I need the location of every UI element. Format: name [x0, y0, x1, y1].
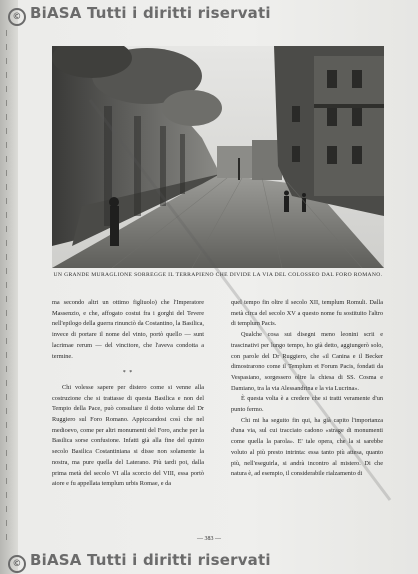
- page-binding-shadow: [0, 0, 18, 574]
- right-paragraph-4: Chi mi ha seguito fin qui, ha già capito l'importanza d'una via, sul cui tracciato cadono «strage di monumenti come quella la parola». E' tale opera, che la si sarebbe voluto al più presto intrinta: essa tanto più attesa, quanto più, nell'eseguirla, si andrà incontro al mistero. Di che natura è, ad esempio, il considerabile rialzamento di: [231, 416, 383, 478]
- left-paragraph-1: ma secondo altri un ottimo figliuolo) che l'Imperatore Massenzio, e che, affogato costui fra i gorghi del Tevere nell'epilogo della guerra rinunciò da Costantino, la Basilica, invece di portare il nome del vinto, portò quello — sunt lacrimae rerum — del vincitore, che l'aveva condotta a termine.: [52, 299, 204, 360]
- page-number: — 383 —: [197, 536, 221, 542]
- watermark-top: [8, 4, 271, 26]
- text-column-right: [231, 298, 383, 480]
- text-column-left: [52, 298, 204, 490]
- left-paragraph-2: Chi volesse sapere per distero come si venne alla costruzione che si trattasse di questa Basilica e non del Tempio della Pace, può consultare il dotto volume del Dr Ruggiero sul Foro Romano. Appiccandosi così che nel medioevo, come per altri monumenti del Foro, anche per la Basilica sorse confusione. Infatti già alla fine del quinto secolo Basilica Costantiniana si disse non solamente la nostra, ma pure quella del Laterano. Più tardi poi, dalla prima metà del secolo VI alla scorcio del VIII, essa portò aiore e fu appellata templum urbis Romae, e da: [52, 383, 204, 488]
- watermark-bottom-text: BiASA Tutti i diritti riservati: [30, 551, 271, 569]
- right-paragraph-2: Qualche cosa sui disegni meno leonini scrii e trascinativi per lungo tempo, ho già detto, aggiungerò solo, con parole del Dr Ruggiero, che «il Canina e il Becker dimostrarono come il Templum et Forum Pacis, fondati da Vespasiano, sorgessero oltre la chiesa di SS. Cosma e Damiano, tra la via Alessandrina e la via Lucrina».: [231, 331, 383, 392]
- street-photograph: [52, 46, 384, 268]
- photograph-illustration: [52, 46, 384, 268]
- copyright-mark-icon: ©: [8, 8, 26, 26]
- copyright-mark-icon: ©: [8, 555, 26, 573]
- photo-caption: UN GRANDE MURAGLIONE SORREGGE IL TERRAPIENO CHE DIVIDE LA VIA DEL COLOSSEO DAL FORO ROMANO.: [53, 272, 383, 278]
- right-paragraph-3: È questa volta è a credere che si tratti veramente d'un punto fermo.: [231, 395, 383, 414]
- section-break-asterisks: * *: [122, 370, 134, 377]
- watermark-bottom: [8, 551, 271, 573]
- watermark-top-text: BiASA Tutti i diritti riservati: [30, 4, 271, 22]
- right-paragraph-1: quel tempo fin oltre il secolo XII, templum Romuli. Dalla metà circa del secolo XV a questo nome fu sostituito l'altro di templum Pacis.: [231, 299, 383, 328]
